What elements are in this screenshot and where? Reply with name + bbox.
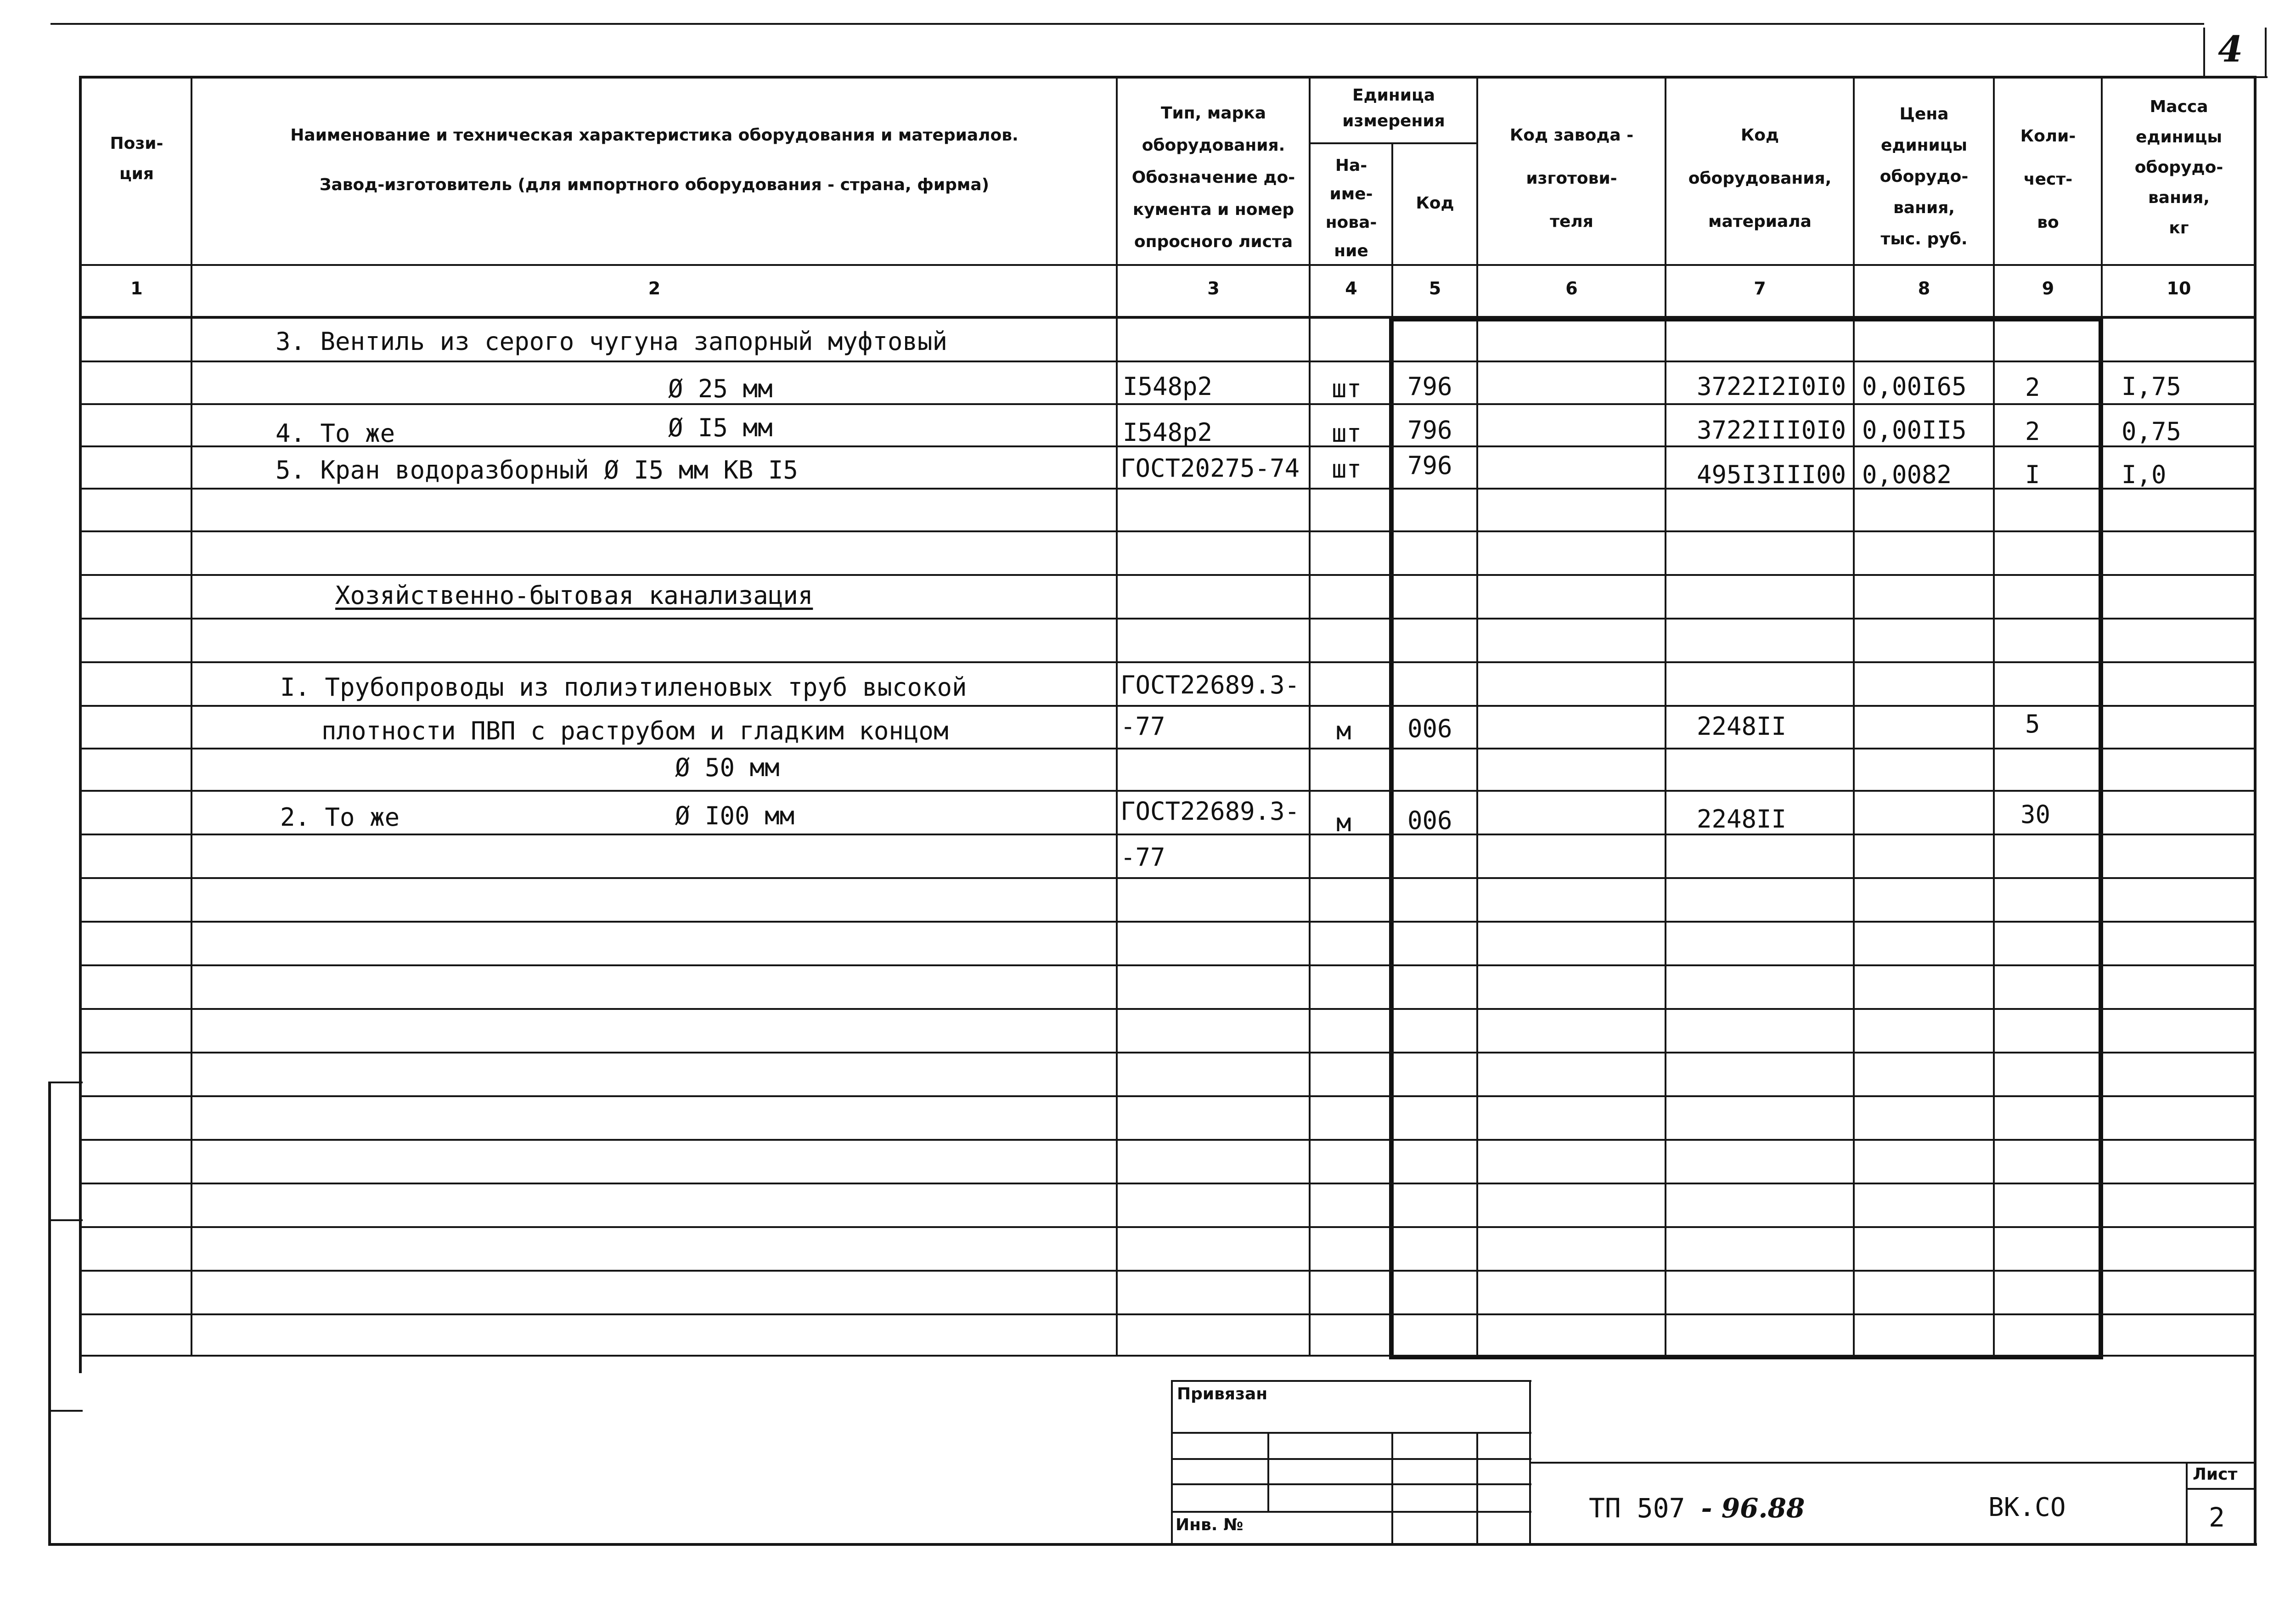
colnum-7: 7 — [1754, 278, 1766, 299]
doc-code-suffix: - 96.88 — [1701, 1493, 1805, 1524]
row-8-qty: 30 — [2020, 800, 2051, 829]
row-4-code: 796 — [1407, 451, 1452, 480]
colnum-4: 4 — [1345, 278, 1357, 299]
row-8-size: Ø I00 мм — [675, 801, 795, 830]
row-2-code: 796 — [1407, 372, 1452, 401]
row-4-qty: I — [2025, 460, 2040, 489]
row-8-unit: м — [1336, 808, 1351, 837]
header-maker-code: Код завода - изготови- теля — [1509, 126, 1634, 231]
table-left-border — [79, 76, 82, 1373]
row-5-type: ГОСТ22689.3- — [1120, 670, 1300, 699]
row-6-eqcode: 2248II — [1697, 712, 1787, 741]
row-2-price: 0,00I65 — [1862, 372, 1967, 401]
colnum-bottom-line — [79, 316, 2256, 319]
colnum-8: 8 — [1918, 278, 1930, 299]
list-label: Лист — [2193, 1465, 2238, 1484]
header-unit-group: Единица измерения — [1342, 86, 1445, 130]
header-price: Цена единицы оборудо- вания, тыс. руб. — [1880, 105, 1969, 248]
header-unit-name: На- име- нова- ние — [1325, 156, 1377, 260]
doc-section: ВК.СО — [1988, 1493, 2066, 1522]
row-6-name: плотности ПВП с раструбом и гладким концом — [321, 716, 949, 745]
list-number: 2 — [2209, 1502, 2225, 1533]
stamp-inv-number: Инв. № — [1176, 1515, 1244, 1534]
stamp-privyazan: Привязан — [1177, 1385, 1268, 1403]
row-8-type: ГОСТ22689.3- — [1120, 797, 1300, 826]
header-unit-code: Код — [1416, 194, 1454, 213]
colnum-5: 5 — [1429, 278, 1441, 299]
header-position: Пози- ция — [110, 134, 163, 183]
colnum-3: 3 — [1207, 278, 1220, 299]
header-name-line1: Наименование и техническая характеристика оборудования и материалов. — [290, 126, 1019, 145]
header-equipment-code: Код оборудования, материала — [1688, 126, 1832, 231]
row-6-unit: м — [1336, 716, 1351, 745]
row-3-code: 796 — [1407, 416, 1452, 445]
row-3-qty: 2 — [2025, 417, 2040, 446]
header-bottom-line — [79, 264, 2256, 266]
row-2-unit: шт — [1332, 374, 1362, 403]
colnum-1: 1 — [130, 278, 143, 299]
row-4-name: 5. Кран водоразборный Ø I5 мм КВ I5 — [276, 456, 798, 485]
header-quantity: Коли- чест- во — [2020, 127, 2076, 232]
row-3-name: 4. То же — [276, 419, 395, 448]
row-4-type: ГОСТ20275-74 — [1120, 454, 1300, 483]
row-1-name: 3. Вентиль из серого чугуна запорный муфтовый — [276, 327, 947, 356]
colnum-10: 10 — [2167, 278, 2191, 299]
row-2-qty: 2 — [2025, 373, 2040, 402]
header-name-line2: Завод-изготовитель (для импортного оборудования - страна, фирма) — [319, 175, 990, 194]
row-3-price: 0,00II5 — [1862, 416, 1967, 445]
row-2-mass: I,75 — [2122, 372, 2182, 401]
colnum-6: 6 — [1565, 278, 1578, 299]
row-8-code: 006 — [1407, 806, 1452, 835]
row-5-name: I. Трубопроводы из полиэтиленовых труб высокой — [280, 673, 967, 702]
row-4-price: 0,0082 — [1862, 460, 1952, 489]
row-3-mass: 0,75 — [2122, 417, 2182, 446]
row-4-mass: I,0 — [2122, 460, 2167, 489]
row-3-size: Ø I5 мм — [668, 413, 773, 442]
row-2-name: Ø 25 мм — [668, 374, 773, 403]
row-3-eqcode: 3722III0I0 — [1697, 416, 1846, 445]
header-mass: Масса единицы оборудо- вания, кг — [2134, 97, 2223, 237]
row-3-type: I548p2 — [1123, 418, 1213, 447]
row-8-name: 2. То же — [280, 803, 400, 832]
section-title: Хозяйственно-бытовая канализация — [335, 581, 813, 610]
doc-code — [1589, 1493, 1805, 1524]
page-number: 4 — [2218, 28, 2243, 70]
row-7-name: Ø 50 мм — [675, 753, 780, 782]
row-4-eqcode: 495I3III00 — [1697, 460, 1846, 489]
row-2-eqcode: 3722I2I0I0 — [1697, 372, 1846, 401]
doc-code-base: ТП 507 — [1589, 1493, 1685, 1524]
page-bottom-border — [48, 1543, 2257, 1546]
row-4-unit: шт — [1332, 455, 1362, 484]
table-top-border — [79, 76, 2256, 79]
row-6-qty: 5 — [2025, 710, 2040, 738]
colnum-2: 2 — [648, 278, 661, 299]
header-type: Тип, марка оборудования. Обозначение до- кумента и номер опросного листа — [1131, 104, 1295, 251]
row-9-type: -77 — [1120, 843, 1165, 872]
colnum-9: 9 — [2042, 278, 2054, 299]
row-6-type: -77 — [1120, 712, 1165, 741]
row-6-code: 006 — [1407, 714, 1452, 743]
row-2-type: I548p2 — [1123, 372, 1213, 401]
row-3-unit: шт — [1332, 419, 1362, 448]
row-8-eqcode: 2248II — [1697, 805, 1787, 834]
